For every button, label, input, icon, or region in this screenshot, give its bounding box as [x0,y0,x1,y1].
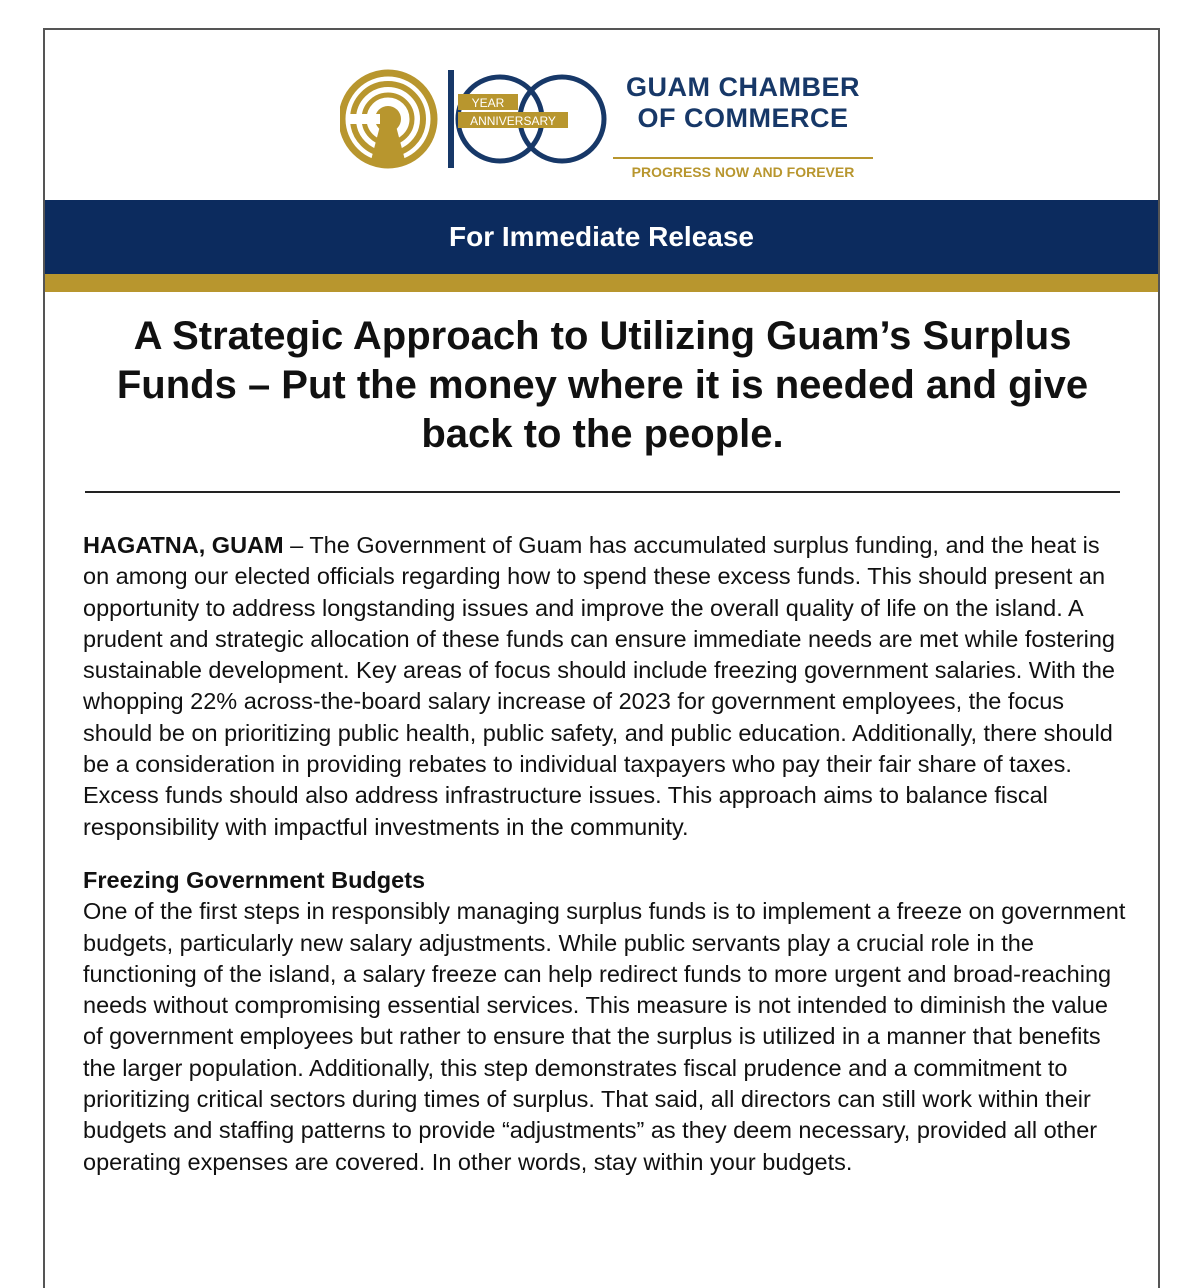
intro-text: – The Government of Guam has accumulated surplus funding, and the heat is on among our elected officials regarding how to spend these excess funds. This should present an opportunity to address longstanding issues and improve the overall quality of life on the island. A prudent and strategic allocation of these funds can ensure immediate needs are met while fostering sustainable development. Key areas of focus should include freezing government salaries. With the whopping 22% across-the-board salary increase of 2023 for government employees, the focus should be on prioritizing public health, public safety, and public education. Additionally, there should be a consideration in providing rebates to individual taxpayers who pay their fair share of taxes. Excess funds should also address infrastructure issues. This approach aims to balance fiscal responsibility with impactful investments in the community. [83,532,1115,840]
logo-anniversary-text: ANNIVERSARY [470,114,556,128]
release-banner: For Immediate Release [45,200,1158,274]
intro-paragraph [83,530,1128,843]
gold-divider [45,274,1158,292]
press-release-page [43,28,1160,1288]
press-headline: A Strategic Approach to Utilizing Guam’s Surplus Funds – Put the money where it is needed and give back to the people. [116,314,1089,456]
organization-tagline: PROGRESS NOW AND FOREVER [613,157,873,180]
dateline: HAGATNA, GUAM [83,532,284,558]
centennial-emblem-icon [340,64,610,174]
chamber-logo [340,64,880,180]
section-paragraph: One of the first steps in responsibly managing surplus funds is to implement a freeze on government budgets, particularly new salary adjustments. While public servants play a crucial role in the functioning of the island, a salary freeze can help redirect funds to more urgent and broad-reaching needs without compromising essential services. This measure is not intended to diminish the value of government employees but rather to ensure that the surplus is utilized in a manner that benefits the larger population. Additionally, this step demonstrates fiscal prudence and a commitment to prioritizing critical sectors during times of surplus. That said, all directors can still work within their budgets and staffing patterns to provide “adjustments” as they deem necessary, provided all other operating expenses are covered. In other words, stay within your budgets. [83,898,1126,1175]
organization-name: GUAM CHAMBER OF COMMERCE [626,72,860,133]
logo-year-text: YEAR [471,96,505,110]
section-heading: Freezing Government Budgets [83,866,426,893]
article-body [83,530,1128,1178]
headline-rule [85,491,1120,493]
